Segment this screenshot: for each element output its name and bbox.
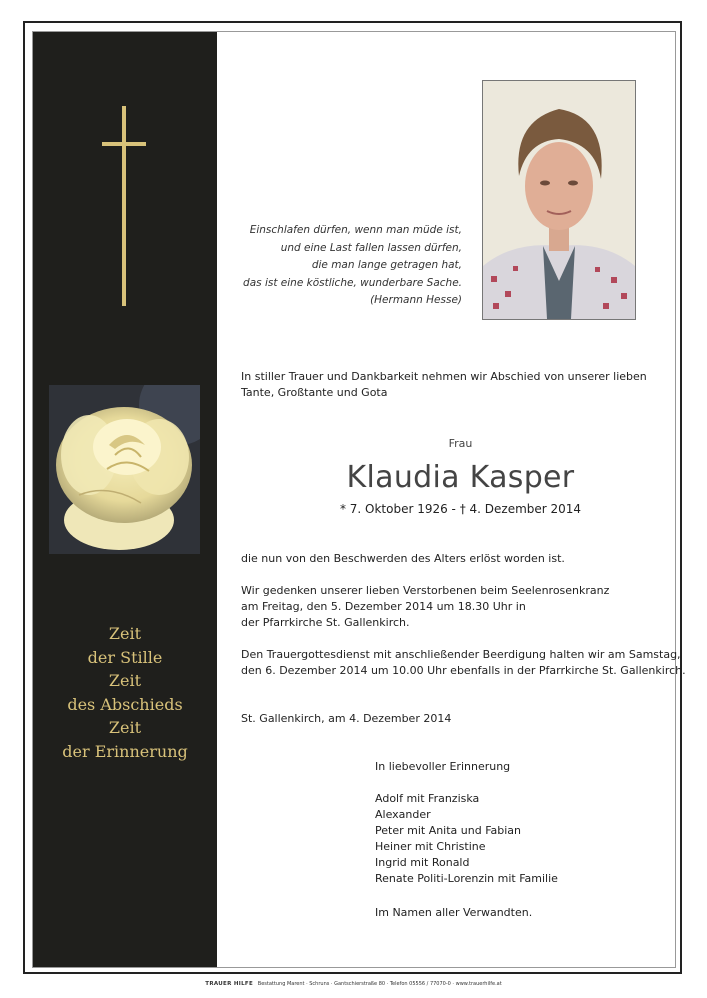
footer-details: Bestattung Marent · Schruns · Gantschierstraße 80 · Telefon 05556 / 77070-0 · www.trauerhilfe.at	[257, 981, 502, 987]
rose-image	[49, 385, 200, 554]
released-text: die nun von den Beschwerden des Alters erlöst worden ist.	[241, 552, 565, 565]
cross-icon-bar	[102, 142, 146, 146]
side-poem-line: Zeit	[108, 671, 142, 690]
title-label: Frau	[448, 437, 473, 450]
side-poem-line: Zeit	[108, 718, 142, 737]
side-poem-line: der Erinnerung	[62, 741, 188, 761]
mourner-name: Ingrid mit Ronald	[375, 856, 470, 869]
cross-icon	[122, 106, 126, 306]
intro-line: Tante, Großtante und Gota	[241, 386, 388, 399]
life-dates: * 7. Oktober 1926 - † 4. Dezember 2014	[339, 502, 582, 516]
quote-line: das ist eine köstliche, wunderbare Sache.	[243, 276, 462, 289]
side-poem-line: der Stille	[87, 647, 163, 667]
quote-line: Einschlafen dürfen, wenn man müde ist,	[249, 224, 462, 236]
deceased-name: Klaudia Kasper	[346, 460, 575, 495]
mourners-heading: In liebevoller Erinnerung	[375, 760, 511, 773]
mourner-name: Peter mit Anita und Fabian	[375, 824, 522, 837]
portrait-photo	[482, 80, 636, 320]
mourner-name: Heiner mit Christine	[375, 840, 486, 853]
quote	[224, 222, 462, 310]
mourner-name: Renate Politi-Lorenzin mit Familie	[375, 872, 558, 885]
funeral-line: Den Trauergottesdienst mit anschließender Beerdigung halten wir am Samstag,	[241, 648, 681, 661]
intro-line: In stiller Trauer und Dankbarkeit nehmen wir Abschied von unserer lieben	[241, 370, 647, 383]
side-poem-line: des Abschieds	[67, 694, 183, 714]
funeral-line: den 6. Dezember 2014 um 10.00 Uhr ebenfalls in der Pfarrkirche St. Gallenkirch.	[241, 664, 686, 677]
mourner-name: Alexander	[375, 808, 431, 821]
rosary-line: Wir gedenken unserer lieben Verstorbenen beim Seelenrosenkranz	[241, 584, 610, 597]
quote-author: (Hermann Hesse)	[370, 294, 462, 306]
footer	[0, 981, 707, 987]
closing-line: Im Namen aller Verwandten.	[375, 906, 533, 919]
side-poem-line: Zeit	[108, 624, 142, 643]
footer-brand: TRAUER HILFE	[205, 981, 254, 987]
place-date: St. Gallenkirch, am 4. Dezember 2014	[241, 712, 452, 725]
quote-line: die man lange getragen hat,	[311, 259, 462, 271]
rosary-line: am Freitag, den 5. Dezember 2014 um 18.30 Uhr in	[241, 600, 526, 613]
quote-line: und eine Last fallen lassen dürfen,	[280, 241, 462, 254]
mourner-name: Adolf mit Franziska	[375, 792, 480, 805]
rosary-line: der Pfarrkirche St. Gallenkirch.	[241, 616, 410, 629]
side-poem	[33, 622, 217, 763]
